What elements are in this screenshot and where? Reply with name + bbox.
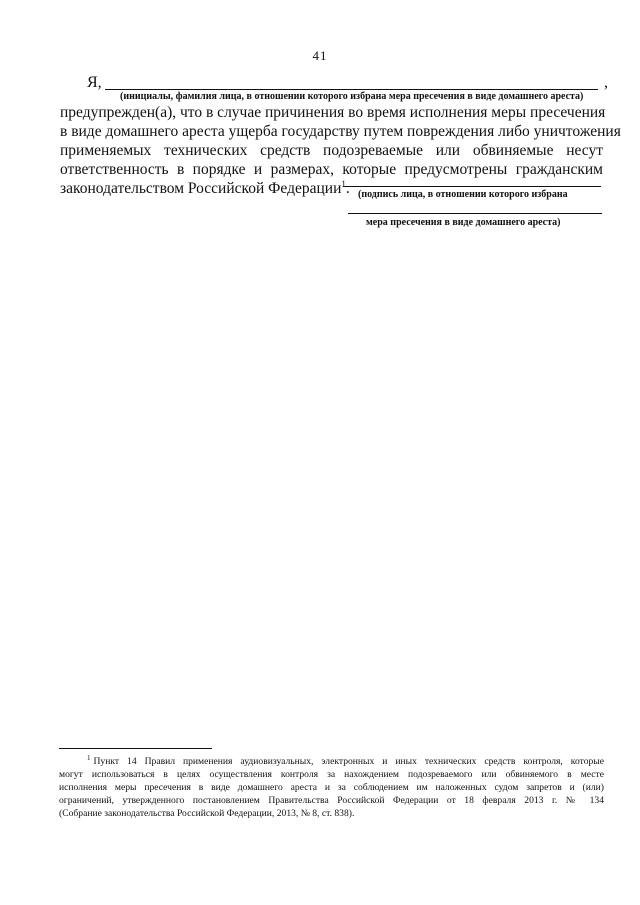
declaration-last-line-text: законодательством Российской Федерации (60, 180, 342, 197)
footnote-line-text: Пункт 14 Правил применения аудиовизуальных, электронных и иных технических средств контроля, которые (93, 756, 604, 767)
footnote (59, 755, 604, 820)
declaration-line: ответственность в порядке и размерах, которые предусмотрены гражданским (60, 161, 603, 178)
name-blank-line (105, 89, 598, 90)
declaration-line: предупрежден(а), что в случае причинения во время исполнения меры пресечения (60, 104, 606, 121)
declaration-line: применяемых технических средств подозреваемые или обвиняемые несут (60, 142, 603, 159)
name-line-comma: , (604, 74, 608, 91)
footnote-line (59, 755, 604, 768)
name-field-caption: (инициалы, фамилия лица, в отношении которого избрана мера пресечения в виде домашнего ареста) (120, 91, 584, 102)
signature-second-blank-line (348, 213, 602, 214)
footnote-line: (Собрание законодательства Российской Федерации, 2013, № 8, ст. 838). (59, 808, 355, 819)
signature-blank-line (343, 186, 601, 187)
signature-caption-line-2: мера пресечения в виде домашнего ареста) (366, 217, 561, 228)
declarant-line (87, 74, 612, 92)
declaration-text (60, 103, 621, 198)
footnote-reference: 1 (341, 178, 346, 189)
signature-caption-line-1: (подпись лица, в отношении которого избрана (358, 189, 568, 200)
declaration-line: в виде домашнего ареста ущерба государству путем повреждения либо уничтожения (60, 123, 621, 140)
footnote-marker: 1 (87, 753, 91, 762)
footnote-line: ограничений, утвержденного постановлением Правительства Российской Федерации от 18 февраля 2013 г. № 134 (59, 795, 604, 806)
footnote-line: исполнения меры пресечения в виде домашнего ареста и за соблюдением им наложенных судом запретов и (или) (59, 782, 604, 793)
ya-label: Я, (87, 74, 102, 91)
footnote-separator (59, 748, 212, 749)
footnote-line: могут использоваться в целях осуществления контроля за нахождением подозреваемого или обвиняемого в месте (59, 769, 604, 780)
page-number: 41 (312, 48, 328, 63)
declaration-period: . (345, 180, 350, 197)
